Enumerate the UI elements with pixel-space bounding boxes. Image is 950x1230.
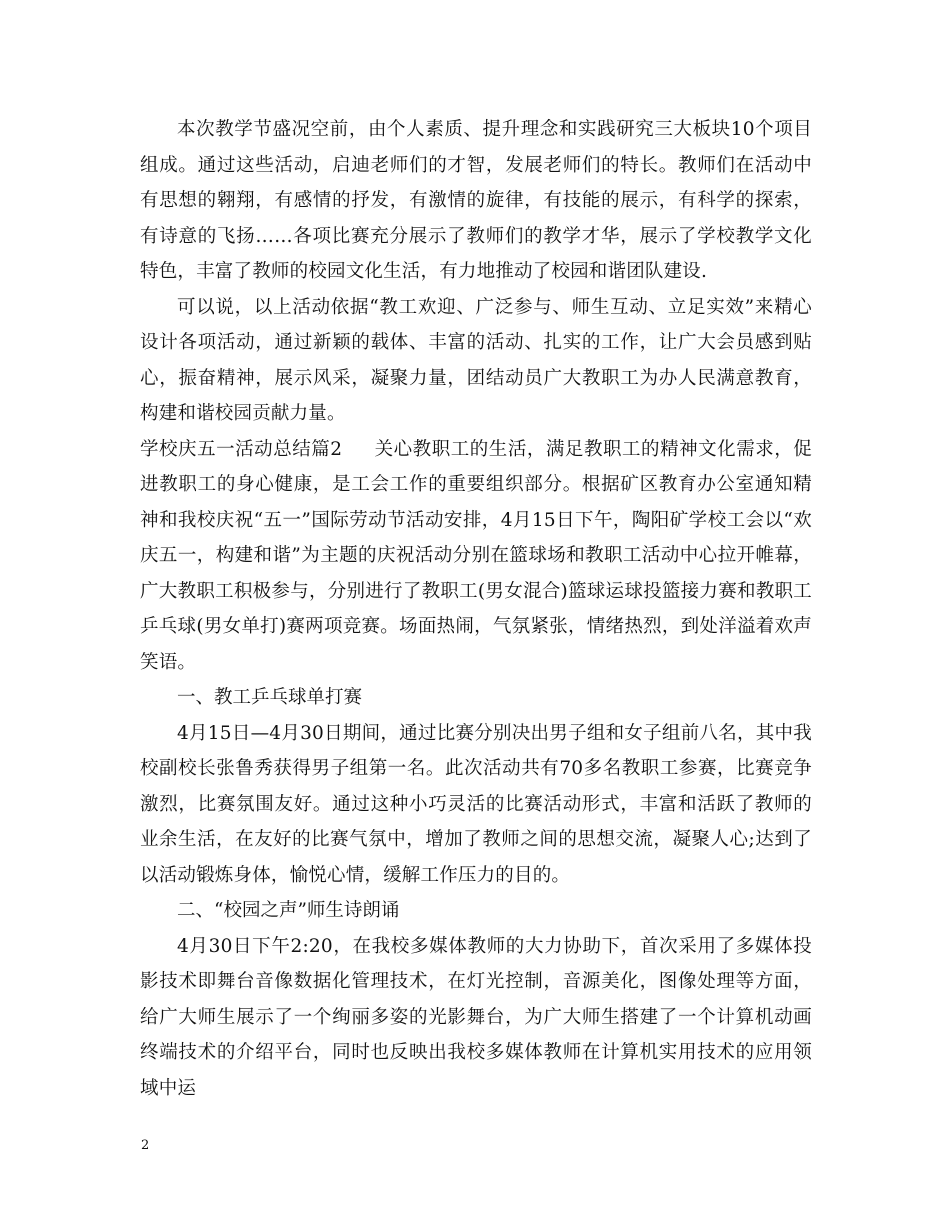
paragraph-table-tennis-results: 4月15日—4月30日期间，通过比赛分别决出男子组和女子组前八名，其中我校副校长张鲁秀获得男子组第一名。此次活动共有70多名教职工参赛，比赛竞争激烈，比赛氛围友好。通过这种小巧灵活的比赛活动形式，丰富和活跃了教师的业余生活，在友好的比赛气氛中，增加了教师之间的思想交流，凝聚人心;达到了以活动锻炼身体，愉悦心情，缓解工作压力的目的。 [140, 722, 812, 886]
article-section-title: 学校庆五一活动总结篇2 [140, 438, 343, 460]
section-heading-table-tennis: 一、教工乒乓球单打赛 [177, 687, 363, 708]
paragraph-multimedia-support: 4月30日下午2:20，在我校多媒体教师的大力协助下，首次采用了多媒体投影技术即舞台音像数据化管理技术，在灯光控制，音源美化，图像处理等方面，给广大师生展示了一个绚丽多姿的光影舞台，为广大师生搭建了一个计算机动画终端技术的介绍平台，同时也反映出我校多媒体教师在计算机实用技术的应用领域中运 [140, 935, 812, 1099]
section-heading-poetry-recitation: 二、“校园之声”师生诗朗诵 [177, 900, 400, 921]
paragraph-may-day-summary [140, 432, 812, 681]
document-body [140, 112, 812, 1106]
paragraph-teaching-festival: 本次教学节盛况空前，由个人素质、提升理念和实践研究三大板块10个项目组成。通过这些活动，启迪老师们的才智，发展老师们的特长。教师们在活动中有思想的翱翔，有感情的抒发，有激情的旋律，有技能的展示，有科学的探索，有诗意的飞扬……各项比赛充分展示了教师们的教学才华，展示了学校教学文化特色，丰富了教师的校园文化生活，有力地推动了校园和谐团队建设. [140, 119, 812, 282]
paragraph-union-activity: 关心教职工的生活，满足教职工的精神文化需求，促进教职工的身心健康，是工会工作的重要组织部分。根据矿区教育办公室通知精神和我校庆祝“五一”国际劳动节活动安排，4月15日下午，陶阳矿学校工会以“欢庆五一，构建和谐”为主题的庆祝活动分别在篮球场和教职工活动中心拉开帷幕，广大教职工积极参与，分别进行了教职工(男女混合)篮球运球投篮接力赛和教职工乒乓球(男女单打)赛两项竞赛。场面热闹，气氛紧张，情绪热烈，到处洋溢着欢声笑语。 [140, 438, 812, 673]
paragraph-activity-principles: 可以说，以上活动依据“教工欢迎、广泛参与、师生互动、立足实效”来精心设计各项活动，通过新颖的载体、丰富的活动、扎实的工作，让广大会员感到贴心，振奋精神，展示风采，凝聚力量，团结动员广大教职工为办人民满意教育，构建和谐校园贡献力量。 [140, 296, 812, 424]
page-number: 2 [141, 1138, 150, 1153]
